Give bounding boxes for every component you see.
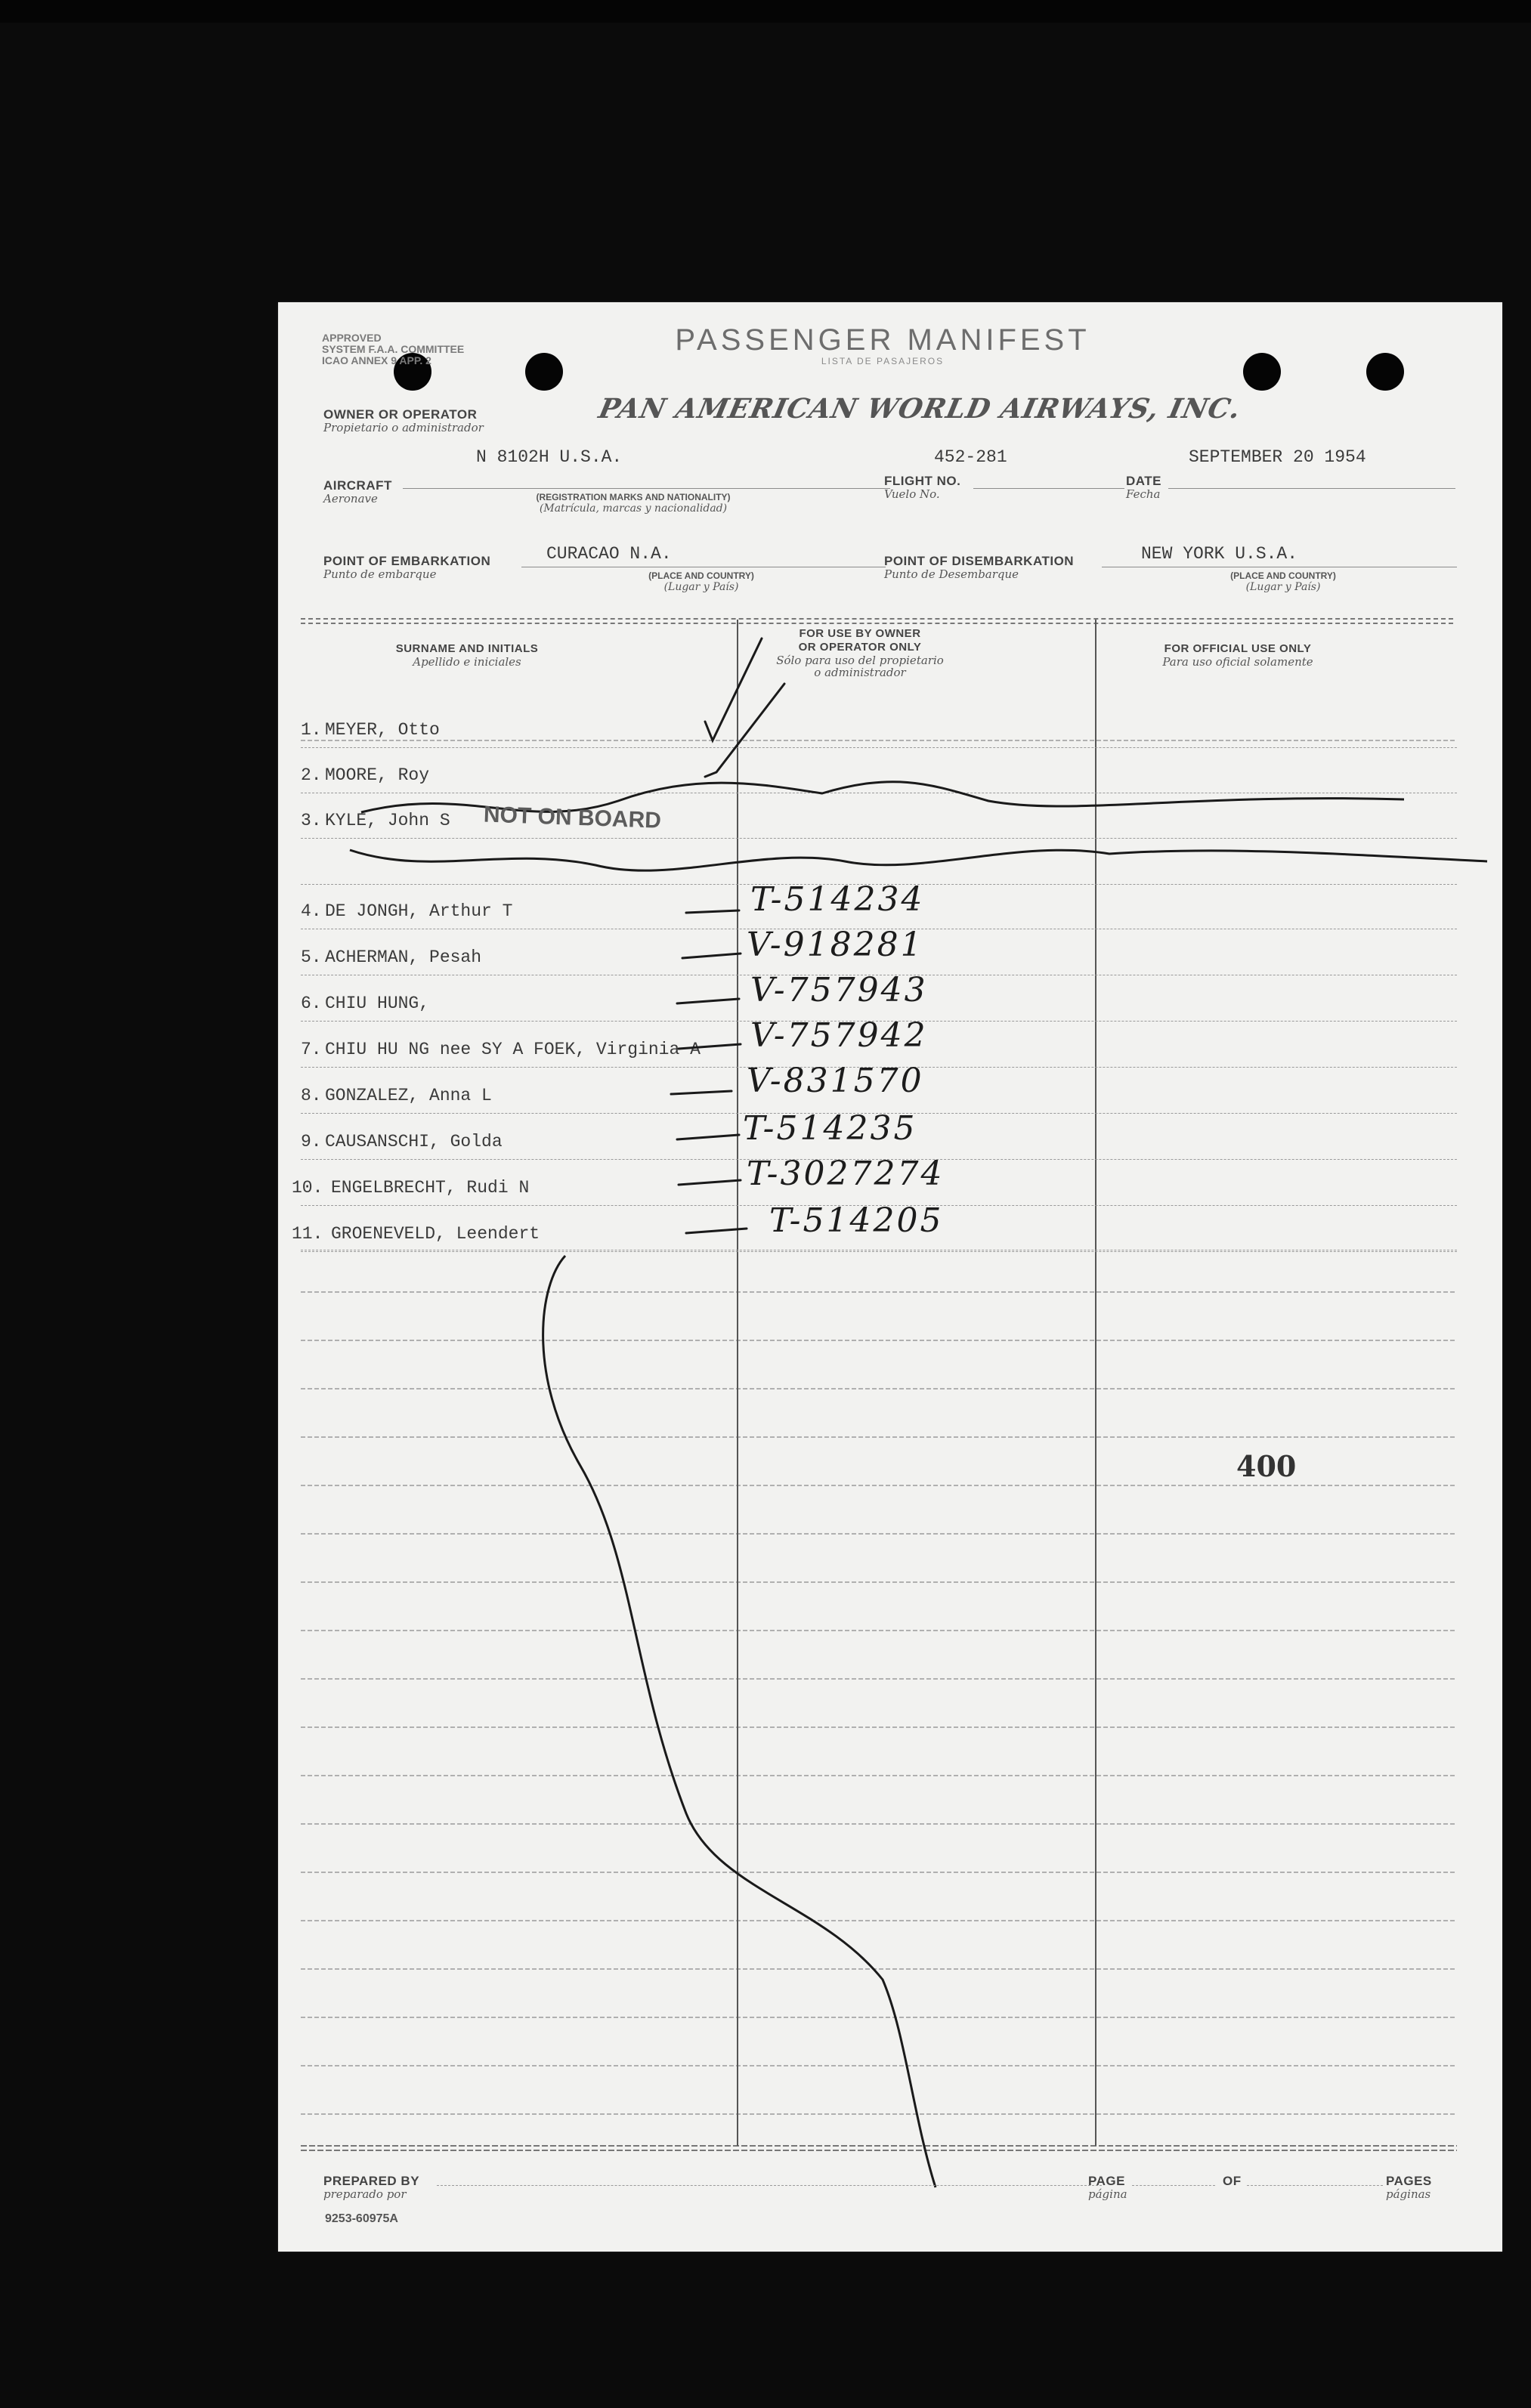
passenger-number: 4. bbox=[301, 901, 322, 921]
place-label-es: (Lugar y País) bbox=[1245, 581, 1321, 593]
of-label: OF bbox=[1223, 2174, 1242, 2188]
prepared-by-block bbox=[323, 2175, 419, 2200]
approval-line: SYSTEM F.A.A. COMMITTEE bbox=[322, 343, 465, 355]
passenger-name: MEYER, Otto bbox=[325, 720, 440, 740]
pages-label-es: páginas bbox=[1386, 2187, 1431, 2201]
col-operator-label: FOR USE BY OWNER bbox=[799, 627, 921, 640]
disembark-value: NEW YORK U.S.A. bbox=[1141, 544, 1298, 564]
prepared-by-label-es: preparado por bbox=[323, 2187, 407, 2201]
embark-label: POINT OF EMBARKATION bbox=[323, 554, 491, 568]
passenger-number: 8. bbox=[301, 1086, 322, 1105]
col-official-label: FOR OFFICIAL USE ONLY bbox=[1164, 642, 1312, 655]
handwriting-layer bbox=[278, 302, 1502, 2252]
passenger-name: CHIU HU NG nee SY A FOEK, Virginia A bbox=[325, 1040, 701, 1059]
passenger-name: KYLE, John S bbox=[325, 811, 450, 830]
date-label: DATE bbox=[1126, 474, 1162, 488]
col-operator-label-es: o administrador bbox=[814, 666, 906, 679]
embark-label-es: Punto de embarque bbox=[323, 567, 437, 581]
of-rule bbox=[1247, 2185, 1383, 2186]
manifest-page bbox=[278, 302, 1502, 2252]
page-label-block bbox=[1088, 2175, 1127, 2200]
prepared-by-rule bbox=[437, 2185, 1102, 2186]
passenger-number: 2. bbox=[301, 765, 322, 785]
passenger-number: 9. bbox=[301, 1132, 322, 1151]
page-label-es: página bbox=[1088, 2187, 1127, 2201]
prepared-by-label: PREPARED BY bbox=[323, 2174, 420, 2188]
check-marks bbox=[705, 638, 784, 777]
passenger-number: 7. bbox=[301, 1040, 322, 1059]
col-operator-label-es: Sólo para uso del propietario bbox=[776, 654, 944, 667]
passenger-name: DE JONGH, Arthur T bbox=[325, 901, 513, 921]
flight-value: 452-281 bbox=[934, 447, 1007, 467]
passenger-name: CAUSANSCHI, Golda bbox=[325, 1132, 503, 1151]
flight-label: FLIGHT NO. bbox=[884, 474, 961, 488]
embark-value: CURACAO N.A. bbox=[546, 544, 672, 564]
aircraft-label-es: Aeronave bbox=[323, 492, 378, 505]
passenger-name: CHIU HUNG, bbox=[325, 994, 430, 1013]
ditto-line bbox=[543, 1256, 936, 2187]
ticket-number: T-514205 bbox=[769, 1201, 944, 1240]
col-surname-label: SURNAME AND INITIALS bbox=[395, 642, 539, 655]
col-surname-label-es: Apellido e iniciales bbox=[413, 655, 521, 669]
ticket-number: V-757943 bbox=[750, 971, 928, 1009]
passenger-number: 1. bbox=[301, 720, 322, 740]
place-label-es: (Lugar y País) bbox=[663, 581, 739, 593]
passenger-name: GONZALEZ, Anna L bbox=[325, 1086, 492, 1105]
aircraft-label: AIRCRAFT bbox=[323, 478, 392, 493]
owner-label: OWNER OR OPERATOR bbox=[323, 407, 478, 422]
passenger-number: 6. bbox=[301, 994, 322, 1013]
registration-label: (REGISTRATION MARKS AND NATIONALITY) bbox=[536, 492, 731, 502]
ticket-number: V-918281 bbox=[747, 926, 924, 964]
pages-label-block bbox=[1386, 2175, 1432, 2200]
date-label-es: Fecha bbox=[1126, 487, 1161, 501]
ticket-number: T-514234 bbox=[750, 880, 925, 919]
passenger-name: ENGELBRECHT, Rudi N bbox=[331, 1178, 530, 1198]
approval-line: ICAO ANNEX 9 APP. 2 bbox=[322, 354, 431, 366]
wavy-line bbox=[350, 850, 1487, 870]
place-label: (PLACE AND COUNTRY) bbox=[648, 570, 754, 581]
ticket-number: T-514235 bbox=[743, 1109, 917, 1148]
disembark-label: POINT OF DISEMBARKATION bbox=[884, 554, 1075, 568]
ticket-number: V-757942 bbox=[750, 1016, 928, 1055]
passenger-number: 11. bbox=[292, 1224, 323, 1244]
page-label: PAGE bbox=[1088, 2174, 1125, 2188]
form-title: PASSENGER MANIFEST bbox=[675, 323, 1090, 357]
registration-label-es: (Matrícula, marcas y nacionalidad) bbox=[539, 502, 728, 515]
page-rule bbox=[1132, 2185, 1215, 2186]
approval-line: APPROVED bbox=[322, 332, 382, 344]
ticket-number: V-831570 bbox=[747, 1062, 924, 1100]
disembark-label-es: Punto de Desembarque bbox=[884, 567, 1019, 581]
aircraft-value: N 8102H U.S.A. bbox=[476, 447, 623, 467]
not-on-board-stamp: NOT ON BOARD bbox=[483, 802, 662, 833]
passenger-name: GROENEVELD, Leendert bbox=[331, 1224, 540, 1244]
passenger-number: 10. bbox=[292, 1178, 323, 1198]
dash-marks bbox=[671, 910, 747, 1233]
passenger-number: 5. bbox=[301, 947, 322, 967]
operator-name: PAN AMERICAN WORLD AIRWAYS, INC. bbox=[595, 393, 1245, 425]
owner-label-es: Propietario o administrador bbox=[323, 421, 484, 434]
flight-label-es: Vuelo No. bbox=[884, 487, 940, 501]
scan-top-edge bbox=[0, 0, 1531, 23]
place-label: (PLACE AND COUNTRY) bbox=[1230, 570, 1336, 581]
form-title-es: LISTA DE PASAJEROS bbox=[821, 356, 945, 366]
pages-label: PAGES bbox=[1386, 2174, 1432, 2188]
stamped-number: 400 bbox=[1236, 1449, 1297, 1483]
col-operator-label: OR OPERATOR ONLY bbox=[798, 641, 922, 654]
date-value: SEPTEMBER 20 1954 bbox=[1189, 447, 1366, 467]
passenger-name: MOORE, Roy bbox=[325, 765, 430, 785]
passenger-number: 3. bbox=[301, 811, 322, 830]
form-number: 9253-60975A bbox=[325, 2212, 398, 2225]
passenger-name: ACHERMAN, Pesah bbox=[325, 947, 482, 967]
ticket-number: T-3027274 bbox=[747, 1155, 945, 1193]
col-official-label-es: Para uso oficial solamente bbox=[1162, 655, 1313, 669]
